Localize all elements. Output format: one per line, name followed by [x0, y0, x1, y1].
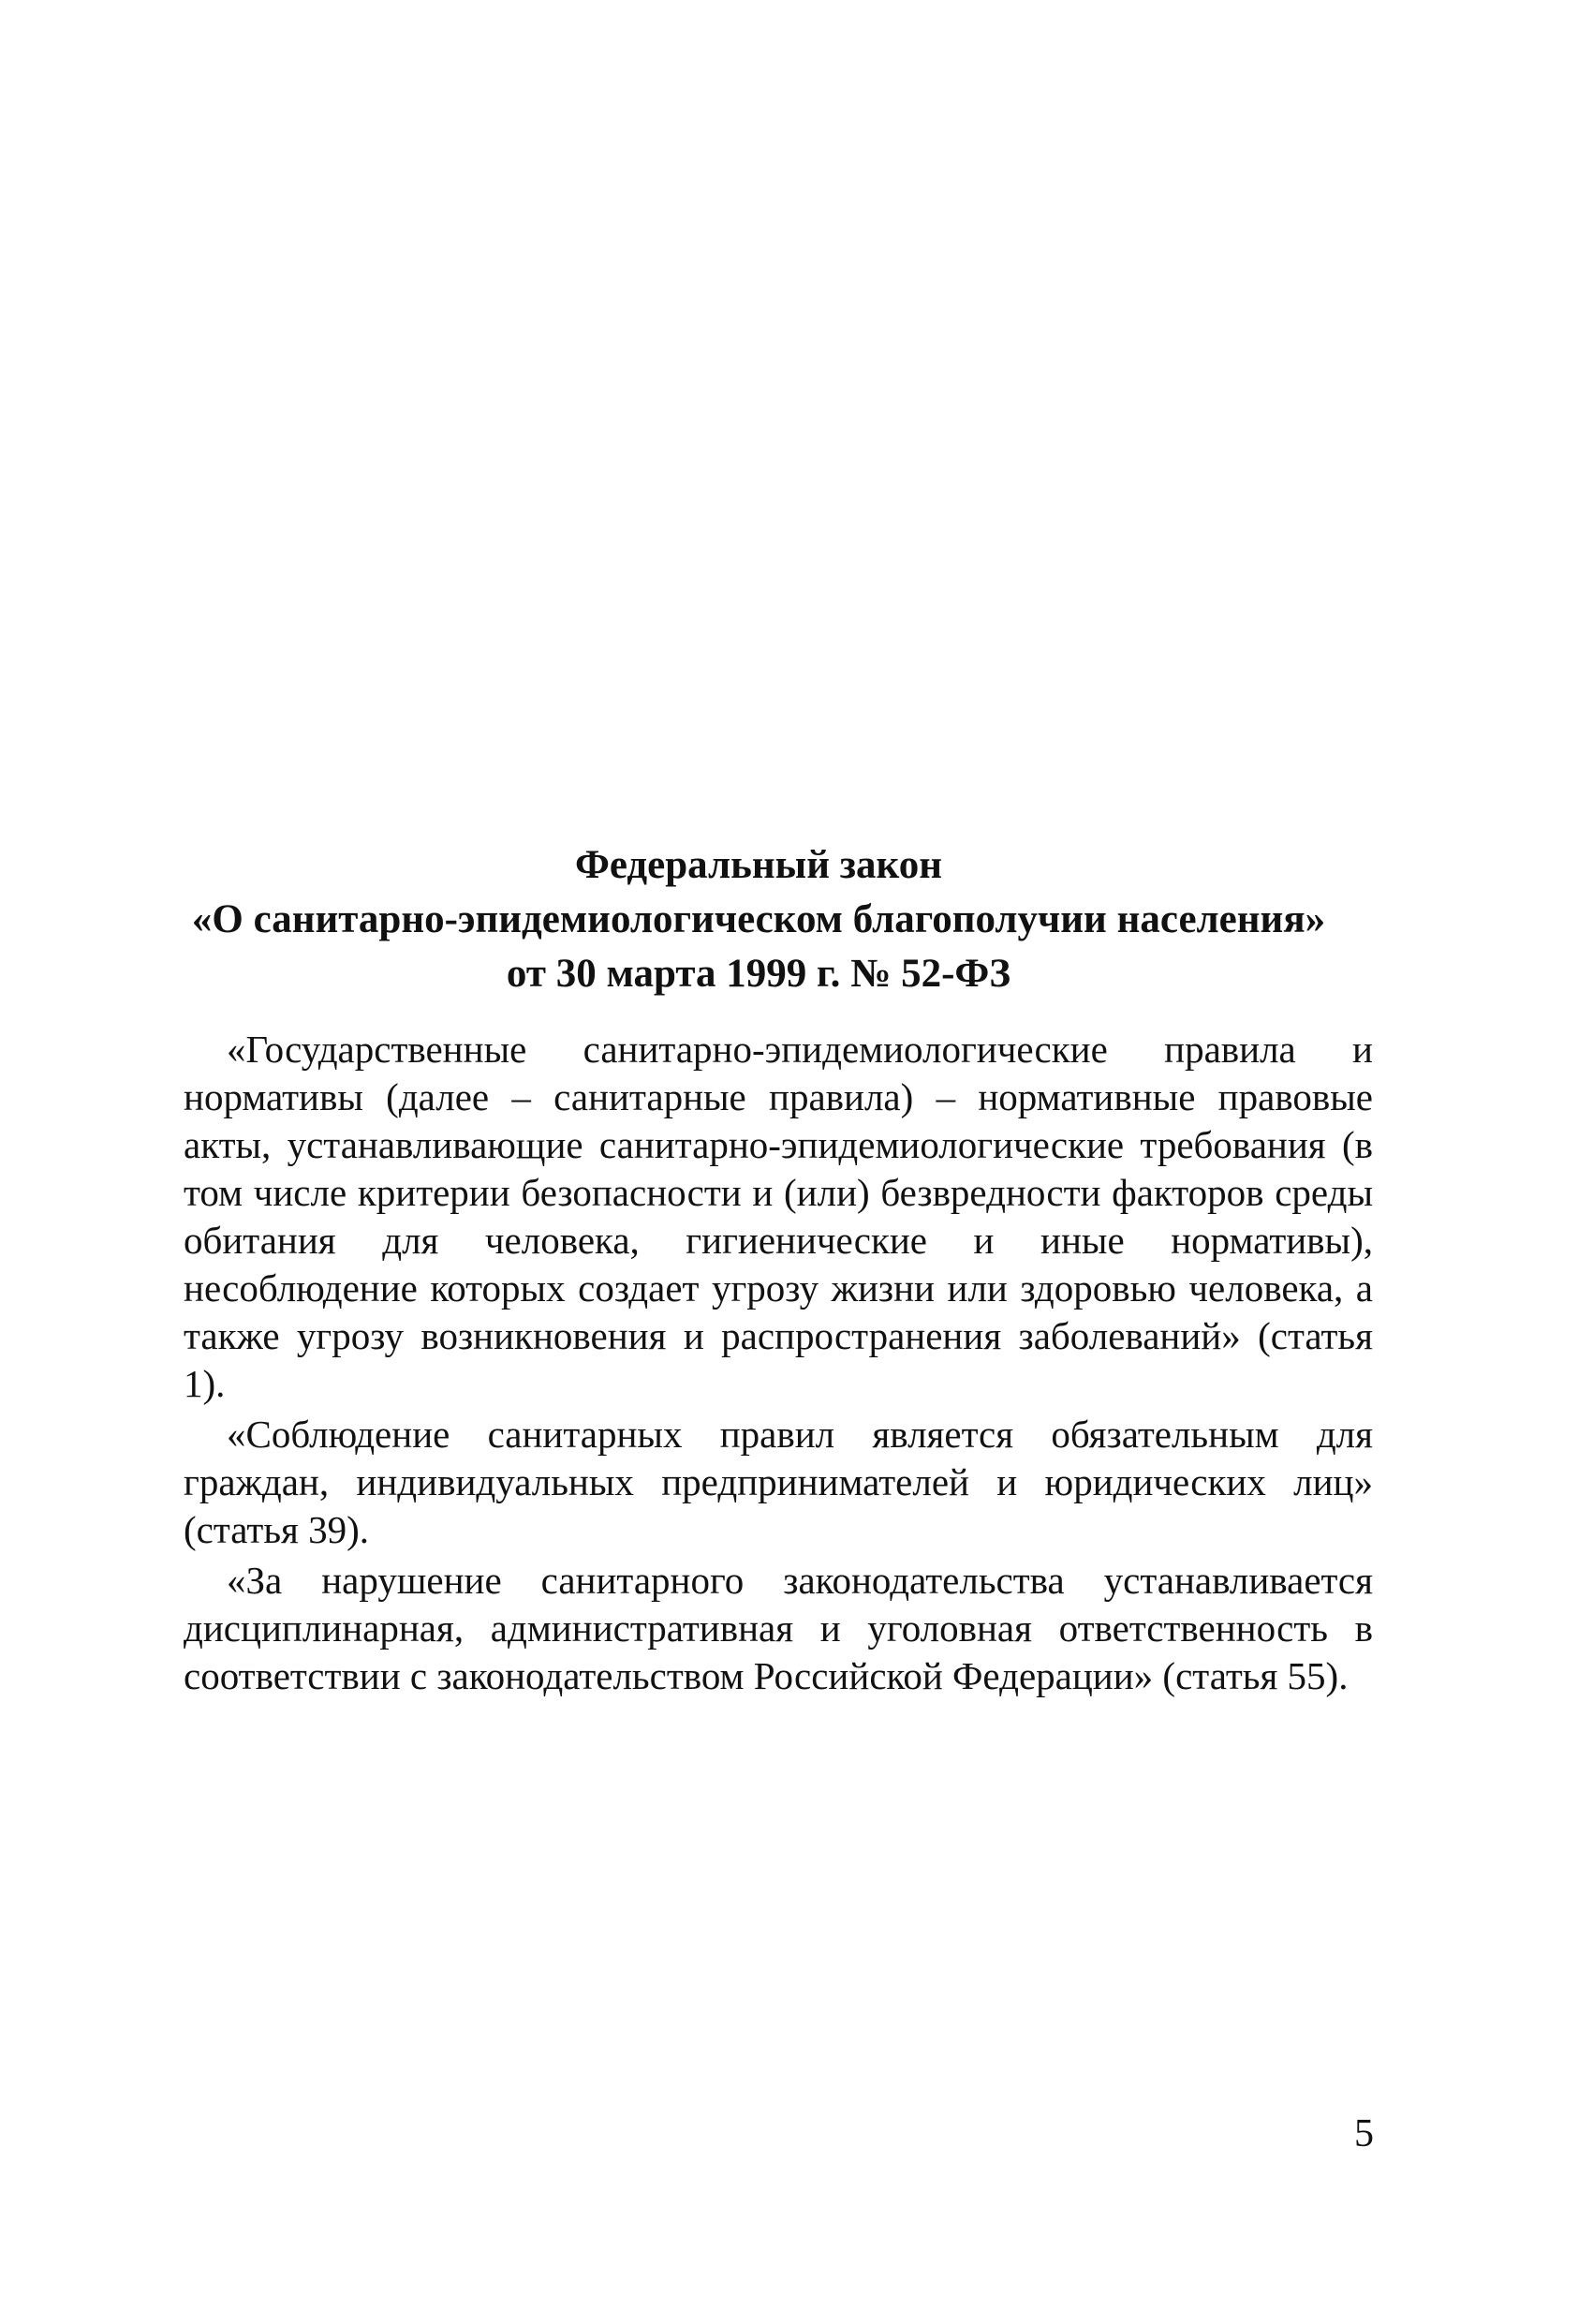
page-number: 5	[1354, 2112, 1374, 2155]
title-law-name: «О санитарно-эпидемиологическом благополучии населения»	[191, 897, 1326, 941]
paragraph-article-1: «Государственные санитарно-эпидемиологические правила и нормативы (далее – санитарные правила) – нормативные правовые акты, устанавливающие санитарно-эпидемиологические требования (в том числе критерии безопасности и (или) безвредности факторов среды обитания для человека, гигиенические и иные нормативы), несоблюдение которых создает угрозу жизни или здоровью человека, а также угрозу возникновения и распространения заболеваний» (статья 1).	[184, 1028, 1373, 1405]
title-law-type: Федеральный закон	[574, 843, 943, 887]
paragraph-article-39: «Соблюдение санитарных правил является обязательным для граждан, индивидуальных предпринимателей и юридических лиц» (статья 39).	[184, 1413, 1373, 1551]
document-body	[184, 1026, 1373, 1700]
title-law-date-number: от 30 марта 1999 г. № 52-ФЗ	[506, 952, 1011, 996]
document-title	[112, 838, 1405, 1001]
paragraph-article-55: «За нарушение санитарного законодательства устанавливается дисциплинарная, административная и уголовная ответственность в соответствии с законодательством Российской Федерации» (статья 55).	[184, 1559, 1373, 1697]
